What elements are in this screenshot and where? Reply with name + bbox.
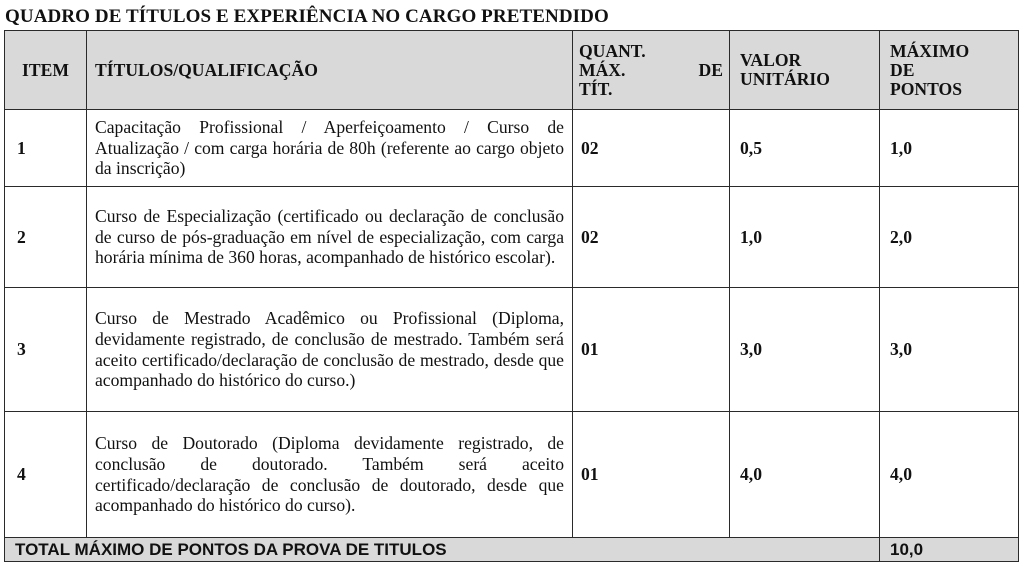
header-valor-unitario xyxy=(730,31,880,110)
cell-item: 4 xyxy=(5,412,87,538)
total-row xyxy=(5,538,1019,562)
table-row xyxy=(5,288,1019,412)
header-titulos: TÍTULOS/QUALIFICAÇÃO xyxy=(87,31,573,110)
cell-item: 3 xyxy=(5,288,87,412)
total-label: TOTAL MÁXIMO DE PONTOS DA PROVA DE TITULOS xyxy=(5,538,880,562)
cell-quantity: 01 xyxy=(573,288,730,412)
header-max-line2: DE xyxy=(890,59,915,80)
header-quant-line2b: DE xyxy=(698,59,723,80)
header-max-line1: MÁXIMO xyxy=(890,40,970,61)
page-title: QUADRO DE TÍTULOS E EXPERIÊNCIA NO CARGO PRETENDIDO xyxy=(5,6,609,27)
cell-quantity: 02 xyxy=(573,110,730,187)
header-quant-line1: QUANT. xyxy=(579,40,646,61)
header-maximo-pontos xyxy=(880,31,1019,110)
total-value: 10,0 xyxy=(880,538,1019,562)
cell-unit-value: 1,0 xyxy=(730,187,880,288)
cell-description: Curso de Mestrado Acadêmico ou Profissional (Diploma, devidamente registrado, de conclusão de mestrado. Também será aceito certificado/declaração de conclusão de mestrado, desde que acompanhado do histórico do curso.) xyxy=(87,288,573,412)
header-quant-max xyxy=(573,31,730,110)
cell-description: Capacitação Profissional / Aperfeiçoamento / Curso de Atualização / com carga horária de 80h (referente ao cargo objeto da inscrição) xyxy=(87,110,573,187)
cell-description: Curso de Doutorado (Diploma devidamente registrado, de conclusão de doutorado. Também será aceito certificado/declaração de conclusão de doutorado, desde que acompanhado do histórico do curso). xyxy=(87,412,573,538)
cell-max-points: 1,0 xyxy=(880,110,1019,187)
cell-unit-value: 0,5 xyxy=(730,110,880,187)
titles-score-table xyxy=(4,30,1019,562)
header-max-line3: PONTOS xyxy=(890,78,963,99)
header-valor-line1: VALOR xyxy=(740,50,802,70)
table-header-row xyxy=(5,31,1019,110)
cell-unit-value: 4,0 xyxy=(730,412,880,538)
cell-quantity: 02 xyxy=(573,187,730,288)
table-row xyxy=(5,187,1019,288)
cell-item: 2 xyxy=(5,187,87,288)
table-row xyxy=(5,412,1019,538)
header-valor-line2: UNITÁRIO xyxy=(740,69,830,89)
header-item: ITEM xyxy=(5,31,87,110)
header-quant-line3: TÍT. xyxy=(579,78,613,99)
cell-max-points: 4,0 xyxy=(880,412,1019,538)
cell-description: Curso de Especialização (certificado ou declaração de conclusão de curso de pós-graduação em nível de especialização, com carga horária mínima de 360 horas, acompanhado de histórico escolar). xyxy=(87,187,573,288)
cell-item: 1 xyxy=(5,110,87,187)
header-quant-line2a: MÁX. xyxy=(579,59,626,80)
cell-unit-value: 3,0 xyxy=(730,288,880,412)
table-row xyxy=(5,110,1019,187)
cell-quantity: 01 xyxy=(573,412,730,538)
cell-max-points: 3,0 xyxy=(880,288,1019,412)
cell-max-points: 2,0 xyxy=(880,187,1019,288)
